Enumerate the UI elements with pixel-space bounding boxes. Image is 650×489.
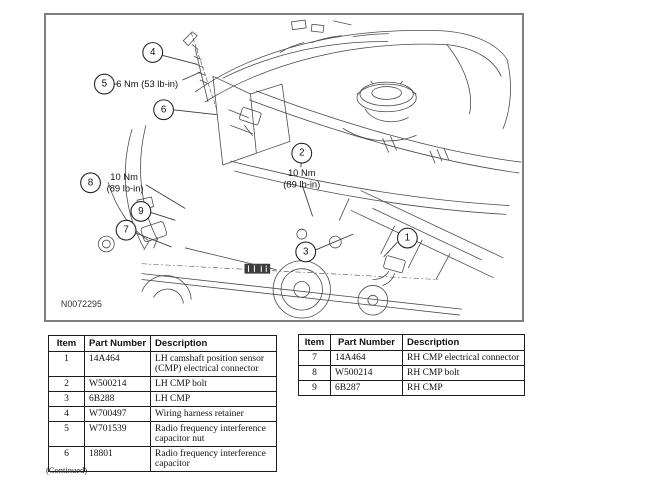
callout-7 (116, 220, 136, 240)
callout-3 (296, 242, 316, 262)
description-cell: RH CMP bolt (403, 366, 525, 381)
table-header-row (49, 336, 277, 352)
description-cell: LH camshaft position sensor (CMP) electrical connector (151, 352, 277, 377)
table-row (49, 392, 277, 407)
part-number-cell: 6B288 (85, 392, 151, 407)
svg-text:9: 9 (138, 205, 144, 217)
table-header-row (299, 335, 525, 351)
table-row (299, 366, 525, 381)
engine-diagram-frame (44, 13, 524, 322)
svg-text:5: 5 (101, 78, 108, 90)
callout-5 (94, 74, 114, 94)
svg-text:6: 6 (160, 104, 167, 116)
part-number-cell: 6B287 (331, 381, 403, 396)
item-cell: 2 (49, 377, 85, 392)
description-cell: Radio frequency interference capacitor nut (151, 422, 277, 447)
torque-label-6nm: 6 Nm (53 lb-in) (116, 79, 179, 90)
svg-text:2: 2 (299, 147, 305, 159)
item-cell: 6 (49, 447, 85, 472)
item-cell: 5 (49, 422, 85, 447)
item-header: Item (49, 336, 85, 352)
part-number-header: Part Number (331, 335, 403, 351)
description-cell: RH CMP electrical connector (403, 351, 525, 366)
torque-label-center-line2: (89 lb-in) (283, 179, 321, 190)
description-header: Description (151, 336, 277, 352)
table-row (49, 377, 277, 392)
part-number-cell: 18801 (85, 447, 151, 472)
description-cell: LH CMP bolt (151, 377, 277, 392)
torque-label-center-line1: 10 Nm (287, 167, 316, 178)
part-number-cell: W701539 (85, 422, 151, 447)
table-row (299, 351, 525, 366)
figure-number: N0072295 (60, 299, 102, 310)
item-cell: 3 (49, 392, 85, 407)
description-cell: Radio frequency interference capacitor (151, 447, 277, 472)
part-number-cell: 14A464 (331, 351, 403, 366)
table-row (49, 407, 277, 422)
description-cell: RH CMP (403, 381, 525, 396)
torque-label-left-line2: (89 lb-in) (106, 183, 144, 194)
item-cell: 7 (299, 351, 331, 366)
svg-text:7: 7 (123, 224, 129, 236)
callout-2 (292, 143, 312, 163)
svg-text:8: 8 (87, 177, 94, 189)
svg-text:3: 3 (302, 246, 309, 258)
part-number-cell: W700497 (85, 407, 151, 422)
svg-text:4: 4 (149, 47, 156, 59)
part-number-cell: 14A464 (85, 352, 151, 377)
item-cell: 9 (299, 381, 331, 396)
item-header: Item (299, 335, 331, 351)
table-row (49, 352, 277, 377)
part-number-header: Part Number (85, 336, 151, 352)
callout-1 (398, 228, 418, 248)
part-number-cell: W500214 (331, 366, 403, 381)
callout-6 (154, 100, 174, 120)
item-cell: 4 (49, 407, 85, 422)
description-cell: Wiring harness retainer (151, 407, 277, 422)
parts-table-left (48, 335, 277, 472)
torque-label-left-line1: 10 Nm (110, 171, 138, 182)
callout-9 (131, 202, 151, 222)
engine-diagram (46, 15, 522, 320)
table-row (299, 381, 525, 396)
callout-4 (143, 43, 163, 63)
item-cell: 1 (49, 352, 85, 377)
part-number-cell: W500214 (85, 377, 151, 392)
callout-8 (81, 173, 101, 193)
description-header: Description (403, 335, 525, 351)
description-cell: LH CMP (151, 392, 277, 407)
item-cell: 8 (299, 366, 331, 381)
table-row (49, 422, 277, 447)
parts-table-right (298, 334, 525, 396)
svg-text:1: 1 (404, 232, 411, 244)
continued-note: (Continued) (46, 465, 88, 475)
